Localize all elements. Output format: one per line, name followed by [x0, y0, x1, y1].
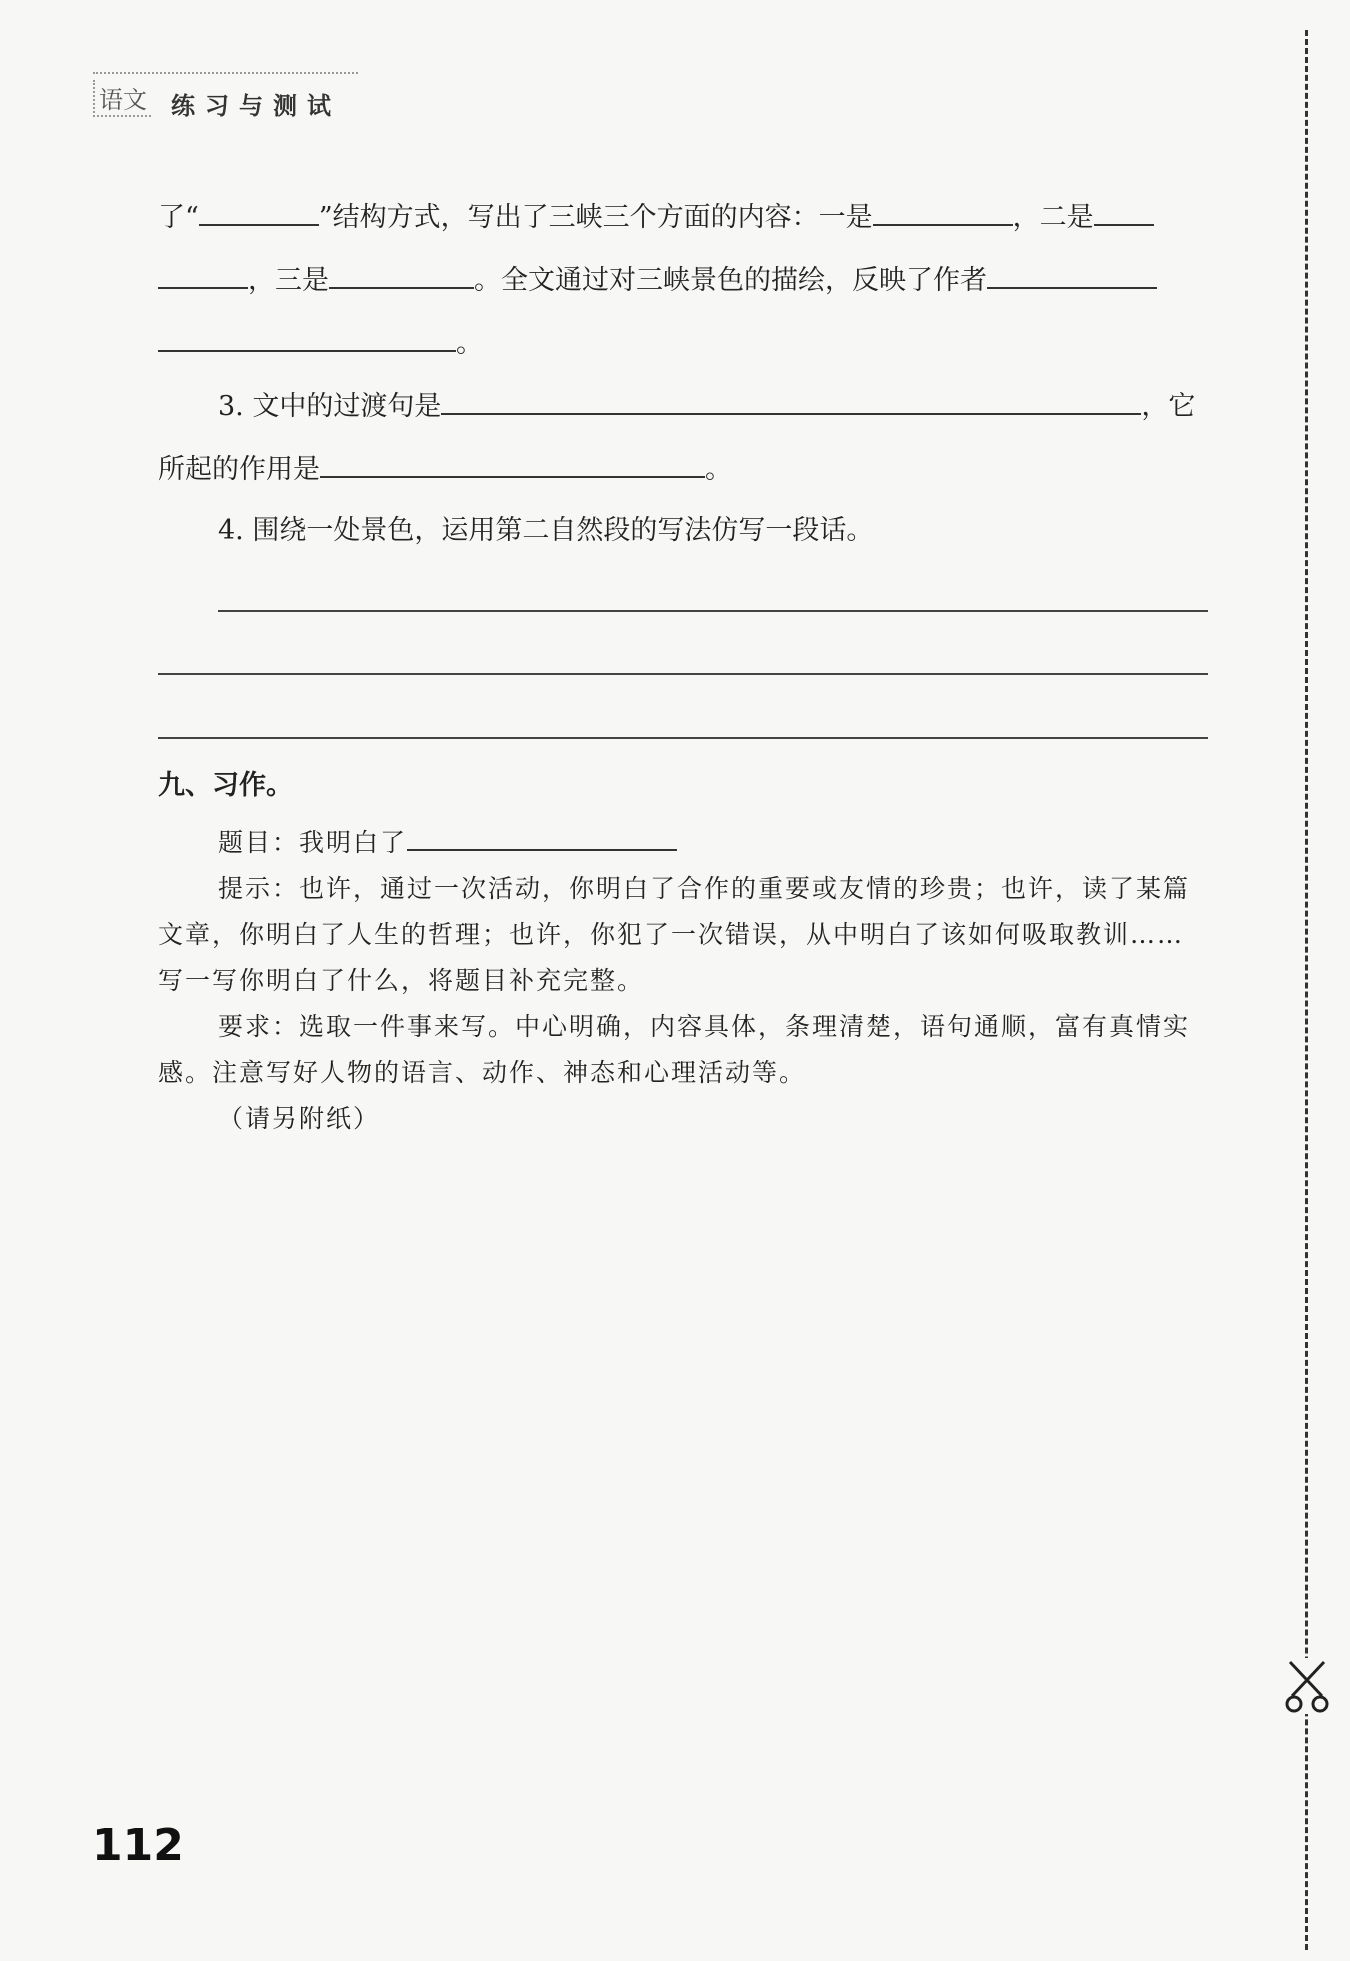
- title-blank[interactable]: [407, 825, 677, 851]
- q2-line-2: ，三是 。全文通过对三峡景色的描绘，反映了作者: [158, 259, 1208, 301]
- q4-prompt: 4. 围绕一处景色，运用第二自然段的写法仿写一段话。: [218, 515, 874, 546]
- answer-blank[interactable]: [329, 259, 474, 289]
- answer-blank[interactable]: [158, 322, 456, 352]
- subject-label: 语文: [93, 80, 151, 117]
- scissors-icon: [1282, 1658, 1332, 1714]
- answer-blank[interactable]: [199, 196, 319, 226]
- answer-blank[interactable]: [320, 448, 705, 478]
- writing-line[interactable]: [158, 673, 1208, 675]
- running-header: [93, 72, 358, 120]
- answer-blank[interactable]: [873, 196, 1013, 226]
- answer-blank[interactable]: [987, 259, 1157, 289]
- q2-line-3: 。: [158, 322, 1208, 364]
- book-title: 练习与测试: [171, 92, 341, 120]
- answer-blank[interactable]: [1094, 196, 1154, 226]
- answer-blank[interactable]: [158, 259, 248, 289]
- q3-line-1: 3. 文中的过渡句是 ，它: [218, 385, 1208, 427]
- essay-requirement: 要求：选取一件事来写。中心明确，内容具体，条理清楚，语句通顺，富有真情实感。注意写好人物的语言、动作、神态和心理活动等。: [158, 1012, 1191, 1087]
- writing-line[interactable]: [158, 737, 1208, 739]
- essay-hint: 提示：也许，通过一次活动，你明白了合作的重要或友情的珍贵；也许，读了某篇文章，你明白了人生的哲理；也许，你犯了一次错误，从中明白了该如何吸取教训……写一写你明白了什么，将题目补充完整。: [158, 874, 1191, 995]
- attach-paper-note: （请另附纸）: [218, 1104, 381, 1133]
- answer-blank[interactable]: [441, 385, 1141, 415]
- essay-title-line: 题目：我明白了: [218, 820, 1208, 866]
- q2-line-1: 了“ ”结构方式，写出了三峡三个方面的内容：一是 ，二是: [158, 196, 1208, 238]
- section-heading: 九、习作。: [158, 770, 293, 801]
- q3-line-2: 所起的作用是 。: [158, 448, 1208, 490]
- writing-line[interactable]: [218, 610, 1208, 612]
- page-number: 112: [92, 1820, 184, 1871]
